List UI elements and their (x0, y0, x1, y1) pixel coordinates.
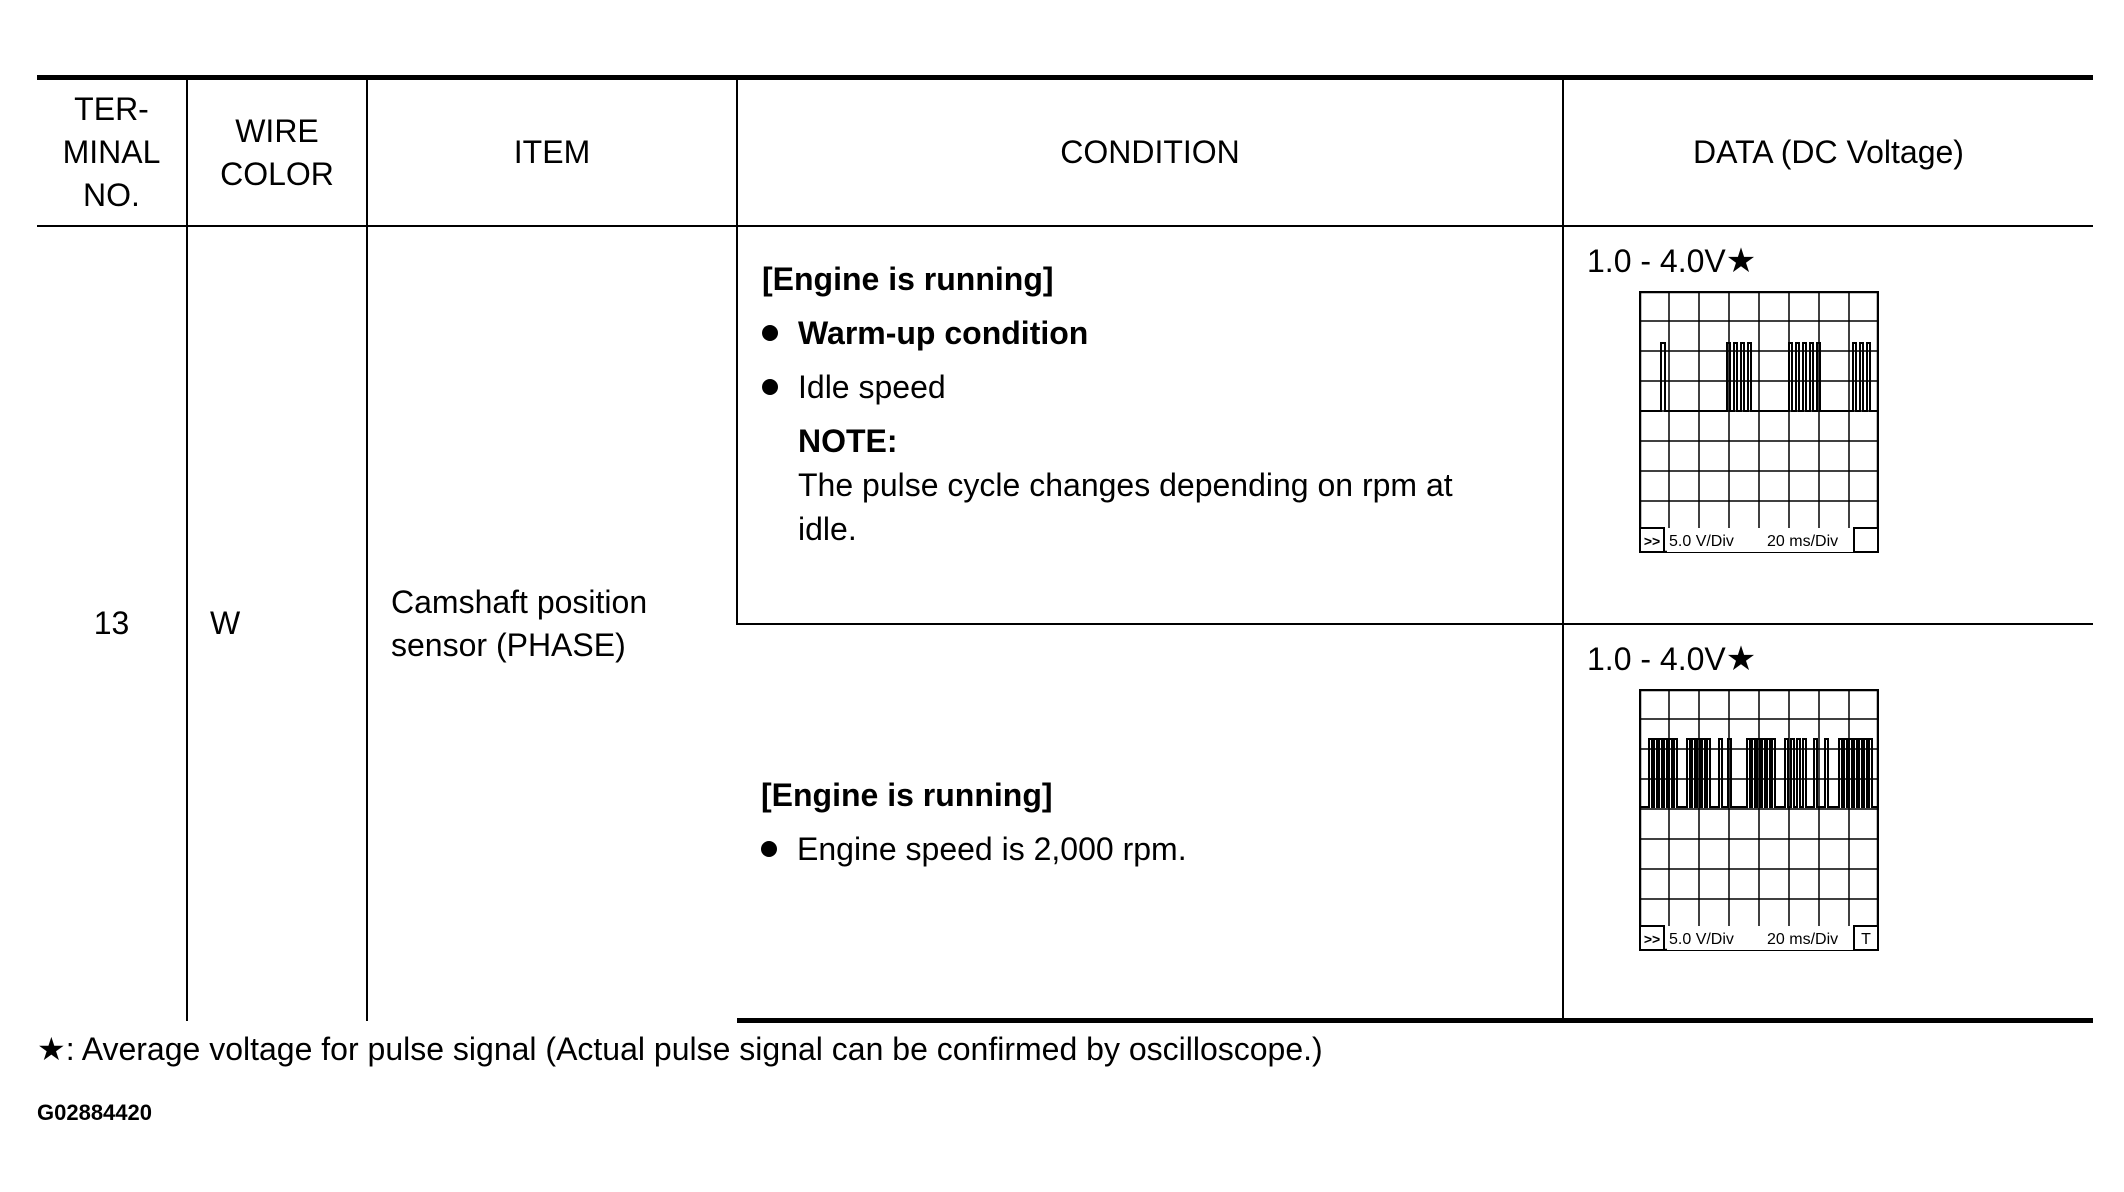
wire-color: W (210, 605, 241, 642)
figure-code: G02884420 (37, 1100, 152, 1125)
oscilloscope-waveform-2000rpm (1639, 689, 1879, 951)
scope-left-marker: >> (1643, 533, 1661, 549)
voltage-value (1587, 241, 2093, 281)
condition-cell-idle (737, 226, 1563, 624)
condition-bullet-text: Warm-up condition (798, 315, 1089, 351)
voltage-text: 1.0 - 4.0V (1587, 243, 1726, 279)
voltage-text: 1.0 - 4.0V (1587, 641, 1726, 677)
table-row (37, 226, 2093, 624)
condition-bullet-text: Idle speed (798, 369, 946, 405)
scope-volt-div: 5.0 V/Div (1669, 533, 1734, 550)
condition-bullet (761, 827, 1538, 871)
item-line2: sensor (PHASE) (391, 626, 626, 663)
wire-color-cell (187, 226, 367, 1021)
data-cell-idle (1563, 226, 2093, 624)
condition-heading: [Engine is running] (761, 777, 1053, 813)
scope-volt-div: 5.0 V/Div (1669, 931, 1734, 948)
bullet-dot-icon (762, 325, 778, 341)
scope-time-div: 20 ms/Div (1767, 931, 1839, 948)
note-text-line2: idle. (798, 511, 857, 547)
scope-left-marker: >> (1643, 931, 1661, 947)
footnote-text: : Average voltage for pulse signal (Actual pulse signal can be confirmed by oscilloscope.) (65, 1031, 1323, 1067)
oscilloscope-waveform-idle (1639, 291, 1879, 553)
condition-bullet (762, 365, 1538, 409)
data-cell-2000rpm (1563, 624, 2093, 1021)
condition-cell-2000rpm (737, 624, 1563, 1021)
terminal-number-cell (37, 226, 187, 1021)
footnote (37, 1030, 1323, 1068)
header-terminal-no (37, 78, 187, 227)
star-icon: ★ (1725, 640, 1757, 678)
item-line1: Camshaft position (391, 583, 648, 620)
header-wire-line1: WIRE (235, 112, 319, 149)
note-label: NOTE: (798, 423, 898, 459)
note-text-line1: The pulse cycle changes depending on rpm at (798, 467, 1453, 503)
header-row (37, 78, 2093, 227)
scope-time-div: 20 ms/Div (1767, 533, 1839, 550)
header-data: DATA (DC Voltage) (1563, 78, 2093, 227)
item-cell (367, 226, 737, 1021)
header-wire-color (187, 78, 367, 227)
waveform-trace (1641, 739, 1877, 807)
bullet-dot-icon (761, 841, 777, 857)
condition-bullet-text: Engine speed is 2,000 rpm. (797, 831, 1187, 867)
header-terminal-line2: MINAL (62, 134, 161, 170)
ecm-terminal-table (37, 75, 2093, 1023)
bullet-dot-icon (762, 379, 778, 395)
header-condition: CONDITION (737, 78, 1563, 227)
terminal-number: 13 (93, 605, 130, 642)
condition-bullet (762, 311, 1538, 355)
star-icon: ★ (1725, 242, 1757, 280)
terminal-data-table (37, 75, 2093, 1023)
voltage-value (1587, 639, 2093, 679)
header-wire-line2: COLOR (220, 155, 334, 192)
scope-right-marker: T (1861, 931, 1871, 948)
header-terminal-line1: TER- (74, 91, 149, 127)
header-item: ITEM (367, 78, 737, 227)
header-terminal-line3: NO. (83, 177, 140, 213)
star-icon: ★ (37, 1031, 66, 1067)
condition-heading: [Engine is running] (762, 261, 1054, 297)
